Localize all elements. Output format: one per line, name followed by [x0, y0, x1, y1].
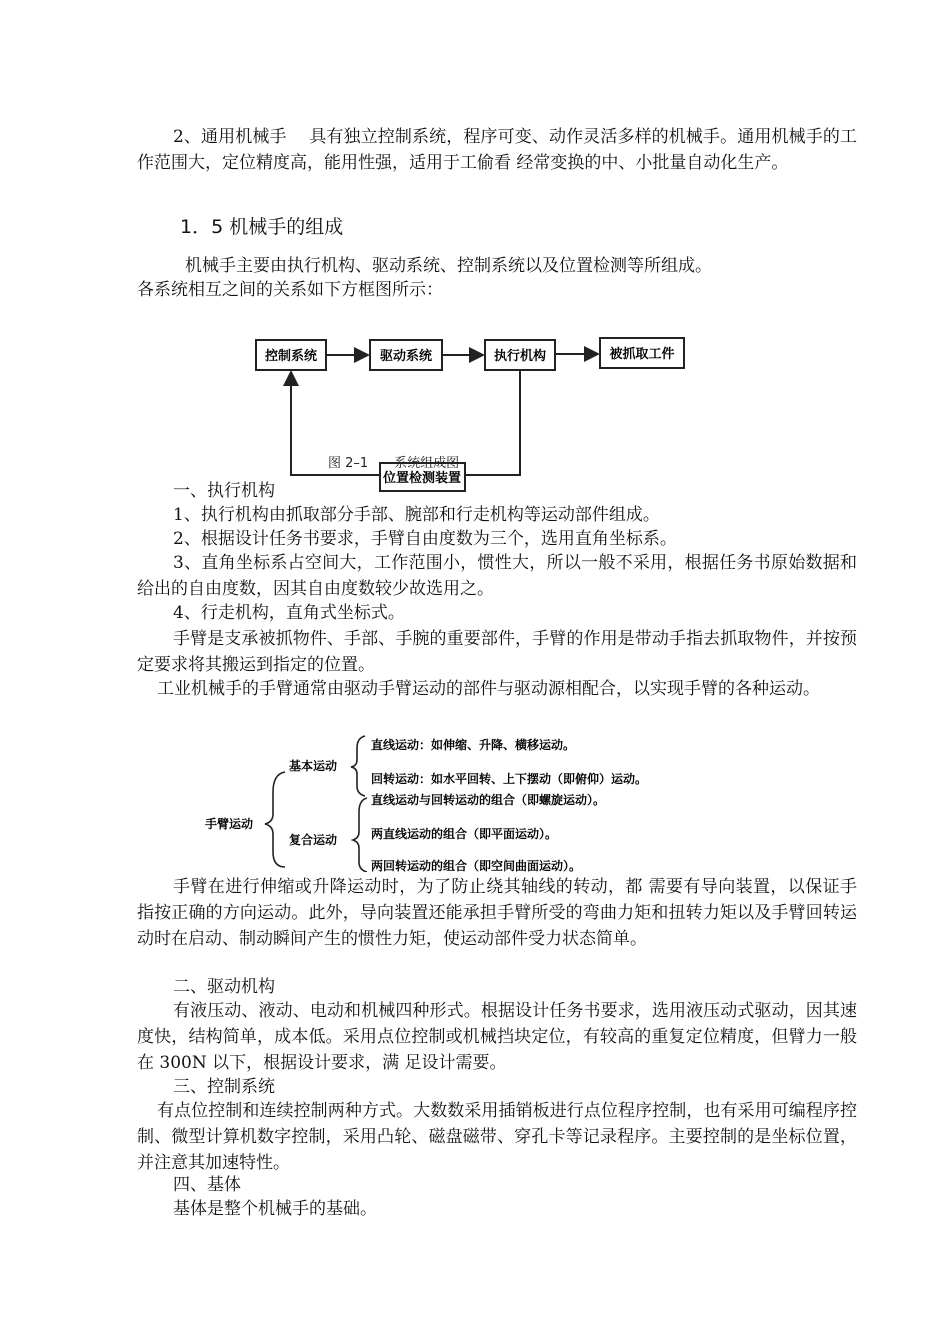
arm-motion-tree	[195, 722, 715, 872]
section-2-body: 有液压动、液动、电动和机械四种形式。根据设计任务书要求，选用液压动式驱动，因其速度快，结构简单，成本低。采用点位控制或机械挡块定位，有较高的重复定位精度，但臂力一般 在 300N 以下，根据设计要求，满 足设计需要。	[137, 1001, 857, 1073]
box-label-detector: 位置检测装置	[382, 471, 462, 486]
paragraph-arm-3: 手臂在进行伸缩或升降运动时，为了防止绕其轴线的转动，都 需要有导向装置，以保证手指按正确的方向运动。此外，导向装置还能承担手臂所受的弯曲力矩和扭转力矩以及手臂回转运动时在启动、制动瞬间产生的惯性力矩，使运动部件受力状态简单。	[137, 877, 857, 949]
basic-item-2: 回转运动：如水平回转、上下摆动（即俯仰）运动。	[371, 772, 648, 786]
basic-motion-label: 基本运动	[289, 759, 338, 773]
section-1-item-1: 1、执行机构由抓取部分手部、腕部和行走机构等运动部件组成。	[173, 505, 660, 525]
feedback-line-right	[465, 370, 520, 475]
compound-item-1: 直线运动与回转运动的组合（即螺旋运动）。	[371, 793, 606, 807]
section-1-item-3: 3、直角坐标系占空间大，工作范围小，惯性大，所以一般不采用，根据任务书原始数据和给出的自由度数，因其自由度数较少故选用之。	[137, 553, 857, 599]
section-2-title: 二、驱动机构	[173, 977, 275, 997]
section-3-body: 有点位控制和连续控制两种方式。大数数采用插销板进行点位程序控制，也有采用可编程序控制、微型计算机数字控制，采用凸轮、磁盘磁带、穿孔卡等记录程序。主要控制的是坐标位置，并注意其加速特性。	[137, 1101, 857, 1173]
compound-brace	[353, 798, 367, 872]
root-brace	[265, 772, 285, 867]
basic-brace	[351, 736, 365, 796]
section-4-body: 基体是整个机械手的基础。	[173, 1199, 377, 1219]
compound-motion-label: 复合运动	[289, 833, 338, 847]
basic-item-1: 直线运动：如伸缩、升降、横移运动。	[371, 738, 576, 752]
paragraph-arm-2: 工业机械手的手臂通常由驱动手臂运动的部件与驱动源相配合，以实现手臂的各种运动。	[157, 679, 820, 699]
box-label-actuator: 执行机构	[493, 349, 547, 364]
box-label-drive: 驱动系统	[379, 349, 433, 364]
compound-item-3: 两回转运动的组合（即空间曲面运动）。	[371, 859, 582, 872]
section-1-title: 一、执行机构	[173, 481, 275, 501]
system-block-diagram	[240, 325, 700, 500]
section-3-title: 三、控制系统	[173, 1077, 275, 1097]
compound-item-2: 两直线运动的组合（即平面运动）。	[371, 827, 558, 841]
section-1-item-2: 2、根据设计任务书要求，手臂自由度数为三个，选用直角坐标系。	[173, 529, 677, 549]
section-heading: 1．5 机械手的组成	[180, 216, 344, 238]
paragraph-arm-1: 手臂是支承被抓物件、手部、手腕的重要部件，手臂的作用是带动手指去抓取物件，并按预定要求将其搬运到指定的位置。	[137, 629, 857, 675]
intro-line-2: 各系统相互之间的关系如下方框图所示：	[137, 280, 443, 300]
section-1-item-4: 4、行走机构，直角式坐标式。	[173, 603, 405, 623]
tree-root-label: 手臂运动	[205, 817, 254, 831]
intro-line-1: 机械手主要由执行机构、驱动系统、控制系统以及位置检测等所组成。	[185, 256, 712, 276]
paragraph-general-manipulator: 2、通用机械手 具有独立控制系统，程序可变、动作灵活多样的机械手。通用机械手的工作范围大，定位精度高，能用性强，适用于工偷看 经常变换的中、小批量自动化生产。	[137, 127, 857, 173]
section-4-title: 四、基体	[173, 1175, 241, 1195]
box-label-workpiece: 被抓取工件	[609, 347, 675, 362]
box-label-control: 控制系统	[264, 349, 318, 364]
figure-caption: 图 2–1 系统组成图	[328, 456, 460, 471]
